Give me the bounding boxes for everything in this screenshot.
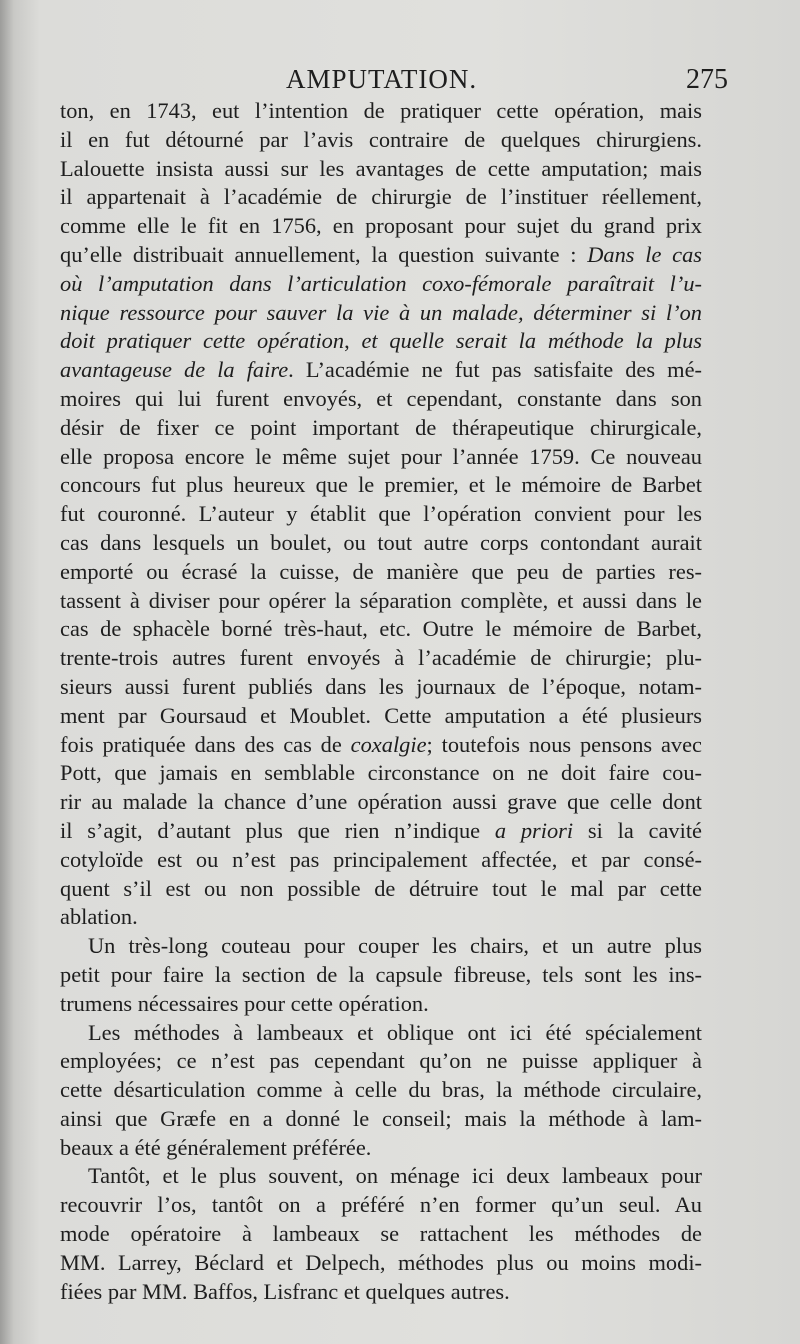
text-line: ablation. (60, 904, 138, 930)
text-line: Lalouette insista aussi sur les avantages de cette amputation; mais (60, 155, 702, 181)
text-line: beaux a été généralement préférée. (60, 1134, 372, 1160)
text-line: trente-trois autres furent envoyés à l’académie de chirurgie; plu- (60, 645, 702, 671)
text-line: il appartenait à l’académie de chirurgie de l’instituer réellement, (60, 184, 702, 210)
text-line: emporté ou écrasé la cuisse, de manière que peu de parties res- (60, 558, 702, 584)
text-line: où l’amputation dans l’articulation coxo-fémorale paraîtrait l’u- (60, 270, 702, 296)
text-line: cas dans lesquels un boulet, ou tout autre corps contondant aurait (60, 529, 702, 555)
text-line: Un très-long couteau pour couper les chairs, et un autre plus (88, 933, 702, 959)
text-line: cotyloïde est ou n’est pas principalement affectée, et par consé- (60, 846, 702, 872)
text-line: rir au malade la chance d’une opération aussi grave que celle dont (60, 789, 702, 815)
text-line: cette désarticulation comme à celle du bras, la méthode circulaire, (60, 1077, 702, 1103)
text-line: il en fut détourné par l’avis contraire de quelques chirurgiens. (60, 126, 702, 152)
text-line: fois pratiquée dans des cas de coxalgie; toutefois nous pensons avec (60, 731, 702, 757)
text-line: qu’elle distribuait annuellement, la question suivante : Dans le cas (60, 241, 702, 267)
text-line: cas de sphacèle borné très-haut, etc. Outre le mémoire de Barbet, (60, 616, 702, 642)
text-line: Pott, que jamais en semblable circonstance on ne doit faire cou- (60, 760, 702, 786)
text-line: mode opératoire à lambeaux se rattachent les méthodes de (60, 1221, 702, 1247)
running-title: AMPUTATION. (286, 64, 478, 94)
text-line: nique ressource pour sauver la vie à un malade, déterminer si l’on (60, 299, 702, 325)
text-line: Les méthodes à lambeaux et oblique ont ici été spécialement (88, 1019, 702, 1045)
text-line: fut couronné. L’auteur y établit que l’opération convient pour les (60, 501, 702, 527)
page-number: 275 (686, 64, 728, 95)
text-line: sieurs aussi furent publiés dans les journaux de l’époque, notam- (60, 673, 702, 699)
text-line: quent s’il est ou non possible de détruire tout le mal par cette (60, 875, 702, 901)
body-text (60, 97, 702, 1306)
page-header (60, 60, 728, 100)
text-line: trumens nécessaires pour cette opération. (60, 990, 429, 1016)
paragraph (60, 1162, 702, 1306)
text-line: comme elle le fit en 1756, en proposant pour sujet du grand prix (60, 213, 702, 239)
text-line: doit pratiquer cette opération, et quelle serait la méthode la plus (60, 328, 702, 354)
text-line: ment par Goursaud et Moublet. Cette amputation a été plusieurs (60, 702, 702, 728)
paragraph (60, 1019, 702, 1163)
text-line: employées; ce n’est pas cependant qu’on ne puisse appliquer à (60, 1048, 702, 1074)
paragraph (60, 932, 702, 1018)
text-line: tassent à diviser pour opérer la séparation complète, et aussi dans le (60, 587, 702, 613)
text-line: Tantôt, et le plus souvent, on ménage ici deux lambeaux pour (88, 1163, 702, 1189)
text-line: ton, en 1743, eut l’intention de pratiquer cette opération, mais (60, 98, 702, 123)
text-line: concours fut plus heureux que le premier, et le mémoire de Barbet (60, 472, 702, 498)
text-line: fiées par MM. Baffos, Lisfranc et quelques autres. (60, 1278, 510, 1304)
text-line: elle proposa encore le même sujet pour l’année 1759. Ce nouveau (60, 443, 702, 469)
text-line: il s’agit, d’autant plus que rien n’indique a priori si la cavité (60, 817, 702, 843)
text-line: désir de fixer ce point important de thérapeutique chirurgicale, (60, 414, 702, 440)
text-line: ainsi que Græfe en a donné le conseil; mais la méthode à lam- (60, 1105, 702, 1131)
paragraph (60, 97, 702, 932)
text-line: moires qui lui furent envoyés, et cependant, constante dans son (60, 385, 702, 411)
text-line: recouvrir l’os, tantôt on a préféré n’en former qu’un seul. Au (60, 1192, 702, 1218)
text-line: MM. Larrey, Béclard et Delpech, méthodes plus ou moins modi- (60, 1249, 702, 1275)
text-line: petit pour faire la section de la capsule fibreuse, tels sont les ins- (60, 961, 702, 987)
text-line: avantageuse de la faire. L’académie ne fut pas satisfaite des mé- (60, 357, 702, 383)
